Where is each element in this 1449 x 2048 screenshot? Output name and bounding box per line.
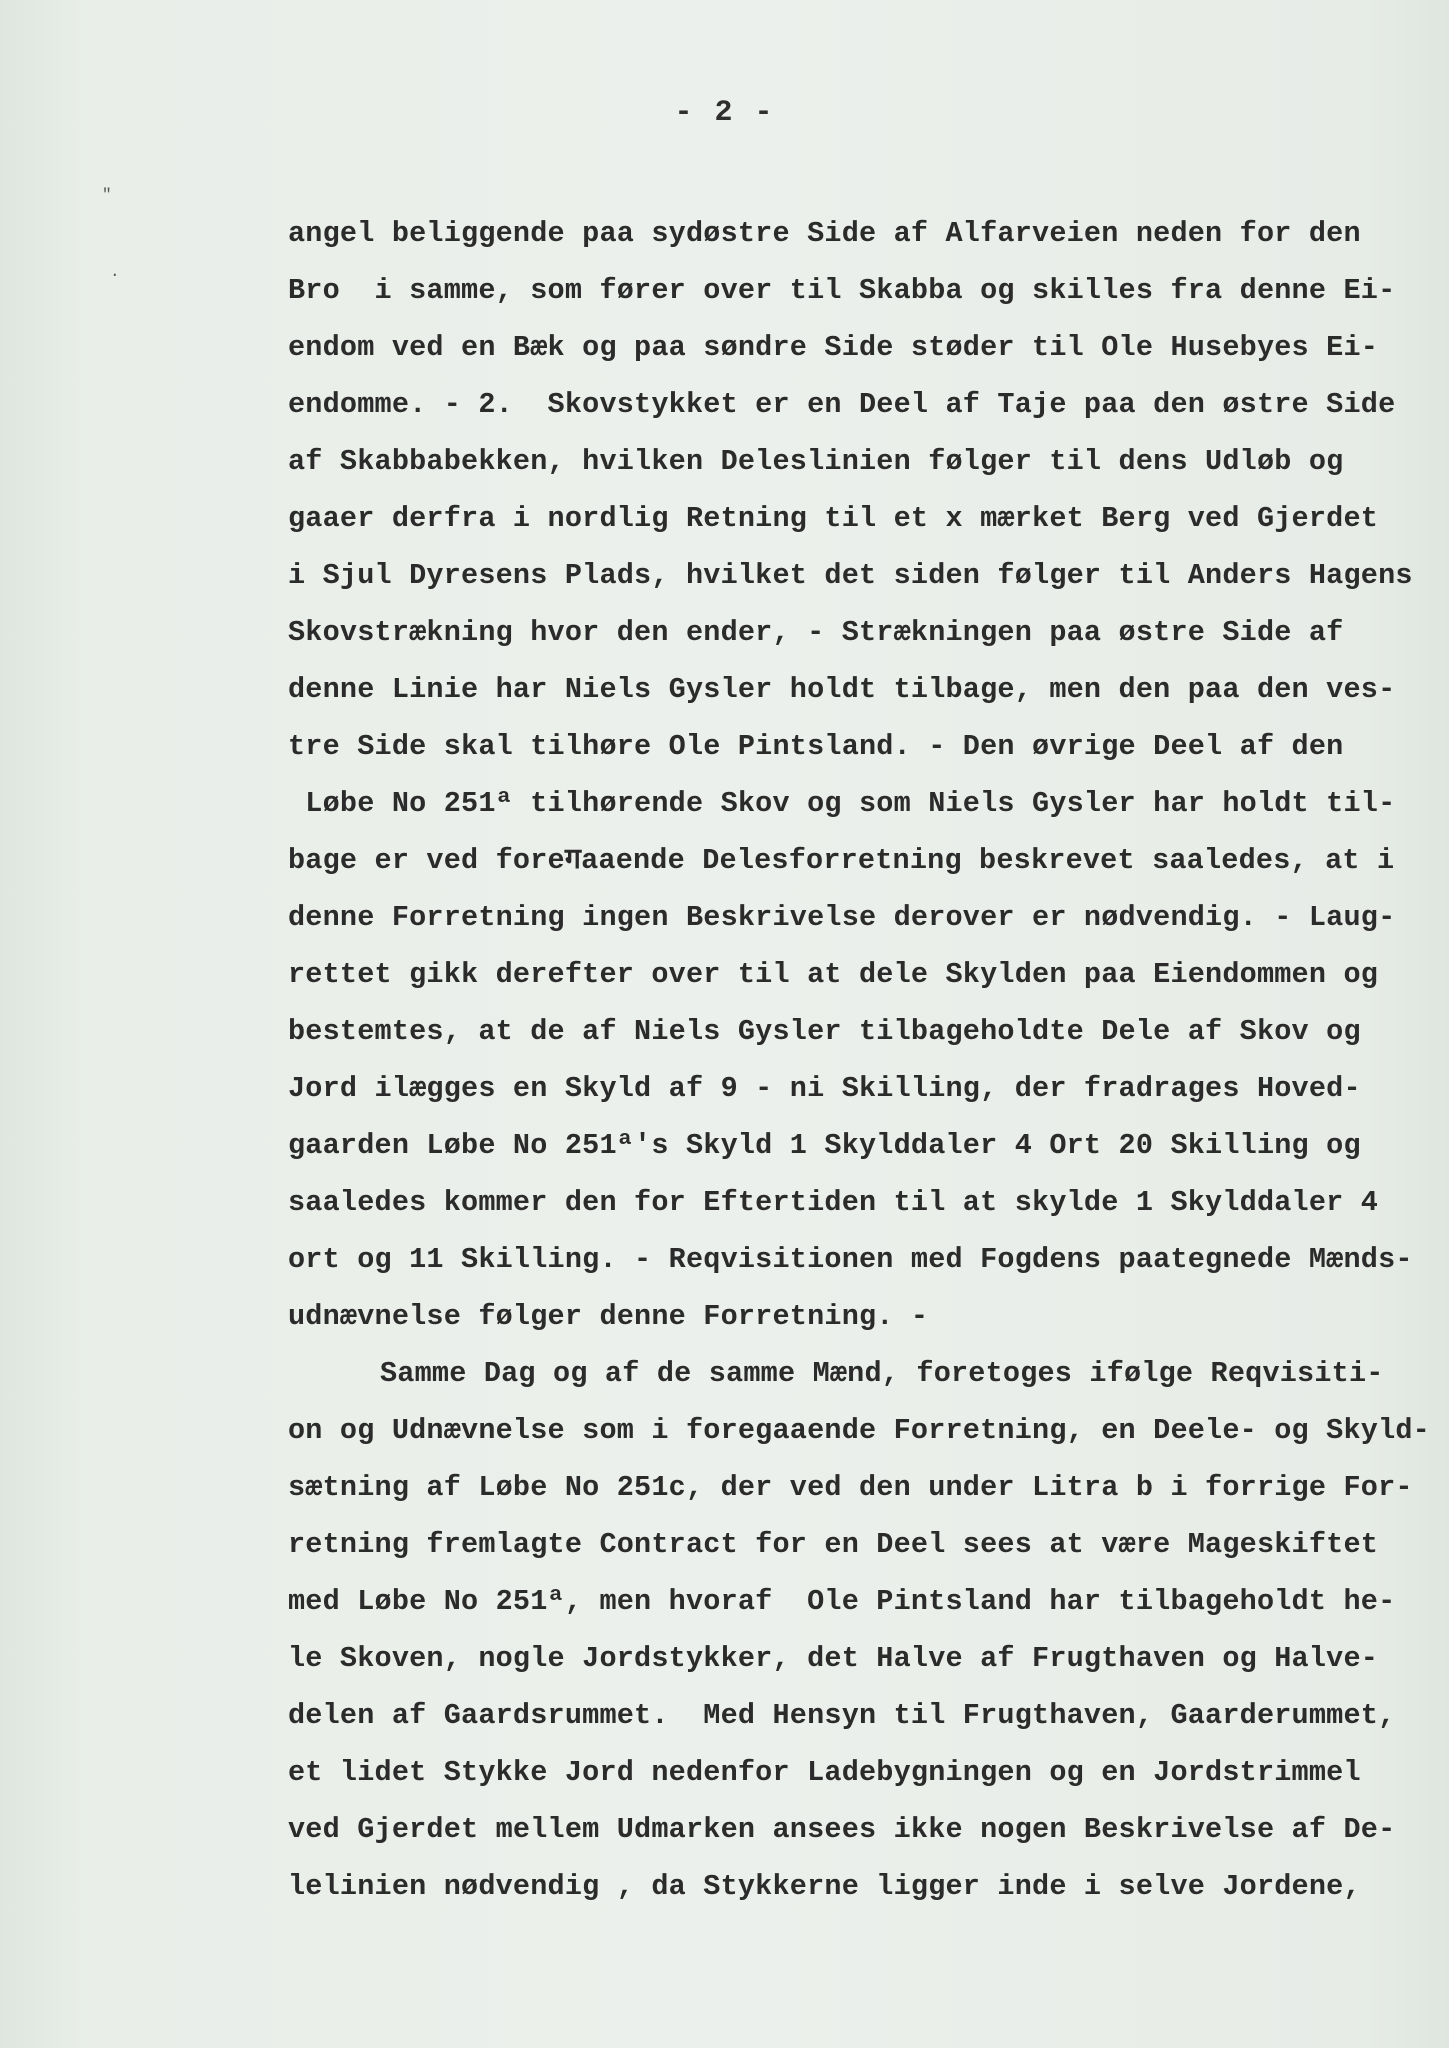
text-line: ved Gjerdet mellem Udmarken ansees ikke nogen Beskrivelse af De- xyxy=(288,1813,1396,1846)
text-line: endom ved en Bæk og paa søndre Side støder til Ole Husebyes Ei- xyxy=(288,331,1379,364)
text-line: lelinien nødvendig , da Stykkerne ligger inde i selve Jordene, xyxy=(288,1870,1361,1903)
text-line: Løbe No 251ª tilhørende Skov og som Niels Gysler har holdt til- xyxy=(288,787,1396,820)
text-line: gaaer derfra i nordlig Retning til et x mærket Berg ved Gjerdet xyxy=(288,502,1379,535)
text-line: af Skabbabekken, hvilken Deleslinien følger til dens Udløb og xyxy=(288,445,1344,478)
text-line: gaarden Løbe No 251ª's Skyld 1 Skylddaler 4 Ort 20 Skilling og xyxy=(288,1129,1361,1162)
text-line: udnævnelse følger denne Forretning. - xyxy=(288,1300,929,1333)
text-line: Samme Dag og af de samme Mænd, foretoges ifølge Reqvisiti- xyxy=(380,1357,1384,1390)
text-line: on og Udnævnelse som i foregaaende Forretning, en Deele- og Skyld- xyxy=(288,1414,1430,1447)
text-line: i Sjul Dyresens Plads, hvilket det siden følger til Anders Hagens xyxy=(288,559,1413,592)
text-line: tre Side skal tilhøre Ole Pintsland. - Den øvrige Deel af den xyxy=(288,730,1344,763)
page-number: - 2 - xyxy=(674,96,775,130)
text-line: et lidet Stykke Jord nedenfor Ladebygningen og en Jordstrimmel xyxy=(288,1756,1361,1789)
text-line: endomme. - 2. Skovstykket er en Deel af Taje paa den østre Side xyxy=(288,388,1396,421)
text-line: saaledes kommer den for Eftertiden til at skylde 1 Skylddaler 4 xyxy=(288,1186,1379,1219)
text-line: angel beliggende paa sydøstre Side af Alfarveien neden for den xyxy=(288,217,1361,250)
text-line: bage er ved foreगaaende Delesforretning beskrevet saaledes, at i xyxy=(288,844,1395,877)
text-line: le Skoven, nogle Jordstykker, det Halve af Frugthaven og Halve- xyxy=(288,1642,1379,1675)
text-line: delen af Gaardsrummet. Med Hensyn til Frugthaven, Gaarderummet, xyxy=(288,1699,1396,1732)
text-line: med Løbe No 251ª, men hvoraf Ole Pintsland har tilbageholdt he- xyxy=(288,1585,1396,1618)
text-line: bestemtes, at de af Niels Gysler tilbageholdte Dele af Skov og xyxy=(288,1015,1361,1048)
margin-mark: · xyxy=(110,266,120,284)
text-line: denne Forretning ingen Beskrivelse derover er nødvendig. - Laug- xyxy=(288,901,1396,934)
text-line: ort og 11 Skilling. - Reqvisitionen med Fogdens paategnede Mænds- xyxy=(288,1243,1413,1276)
text-line: Jord ilægges en Skyld af 9 - ni Skilling, der fradrages Hoved- xyxy=(288,1072,1361,1105)
text-line: sætning af Løbe No 251c, der ved den under Litra b i forrige For- xyxy=(288,1471,1413,1504)
margin-mark: " xyxy=(102,186,112,204)
text-line: Skovstrækning hvor den ender, - Strækningen paa østre Side af xyxy=(288,616,1344,649)
text-line: retning fremlagte Contract for en Deel sees at være Mageskiftet xyxy=(288,1528,1379,1561)
text-line: denne Linie har Niels Gysler holdt tilbage, men den paa den ves- xyxy=(288,673,1396,706)
text-line: rettet gikk derefter over til at dele Skylden paa Eiendommen og xyxy=(288,958,1379,991)
text-line: Bro i samme, som fører over til Skabba og skilles fra denne Ei- xyxy=(288,274,1396,307)
